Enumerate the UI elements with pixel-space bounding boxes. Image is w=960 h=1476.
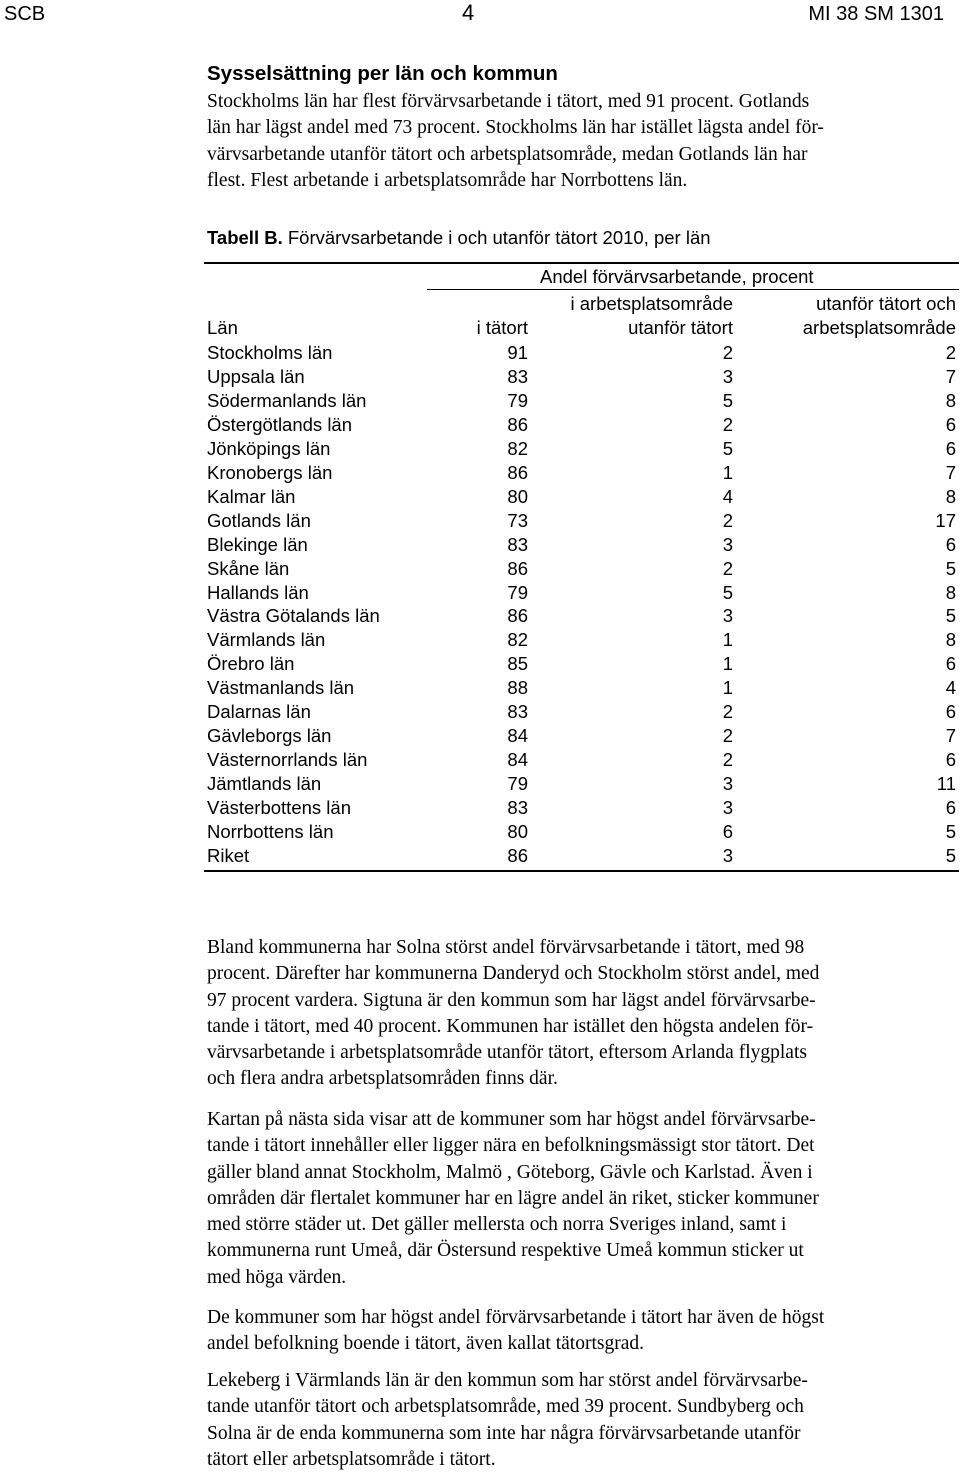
value-utanfor: 6 <box>945 413 956 435</box>
table-row <box>204 437 959 461</box>
table-group-rule <box>427 289 959 290</box>
value-in-tatort: 83 <box>507 797 528 819</box>
county-name: Kalmar län <box>207 485 296 507</box>
paragraph-line: tätort eller arbetsplatsområde i tätort. <box>207 1448 496 1470</box>
value-arbetsplatsomrade: 2 <box>722 509 733 531</box>
table-row <box>204 772 959 796</box>
value-utanfor: 2 <box>945 342 956 363</box>
paragraph-line: tande i tätort, med 40 procent. Kommunen har istället den högsta andelen för- <box>207 1015 814 1037</box>
value-utanfor: 6 <box>945 749 956 771</box>
paragraph-line: med höga värden. <box>207 1266 347 1288</box>
value-arbetsplatsomrade: 3 <box>722 365 733 387</box>
value-utanfor: 6 <box>945 533 956 555</box>
county-name: Norrbottens län <box>207 821 334 842</box>
value-arbetsplatsomrade: 2 <box>722 413 733 435</box>
intro-paragraph <box>207 89 947 194</box>
body-paragraph-kartan <box>207 1107 947 1291</box>
paragraph-line: Kartan på nästa sida visar att de kommuner som har högst andel förvärvsarbe- <box>207 1109 816 1130</box>
value-utanfor: 7 <box>945 365 956 387</box>
value-arbetsplatsomrade: 3 <box>722 844 733 866</box>
table-row <box>204 820 959 844</box>
value-arbetsplatsomrade: 2 <box>722 725 733 747</box>
value-utanfor: 5 <box>945 605 956 627</box>
paragraph-line: Solna är de enda kommunerna som inte har några förvärvsarbetande utanför <box>207 1422 801 1444</box>
paragraph-line: flest. Flest arbetande i arbetsplatsområde har Norrbottens län. <box>207 169 688 191</box>
paragraph-line: Lekeberg i Värmlands län är den kommun som har störst andel förvärvsarbe- <box>207 1370 808 1391</box>
paragraph-line: med större städer ut. Det gäller mellersta och norra Sveriges inland, samt i <box>207 1214 787 1236</box>
table-bottom-rule <box>204 870 959 872</box>
county-name: Örebro län <box>207 653 295 675</box>
page-number: 4 <box>462 0 475 25</box>
table-row <box>204 485 959 509</box>
value-in-tatort: 84 <box>507 725 528 747</box>
value-utanfor: 8 <box>945 581 956 603</box>
column-header-line: utanför tätort <box>628 317 733 338</box>
value-utanfor: 8 <box>945 485 956 507</box>
county-name: Blekinge län <box>207 533 308 555</box>
paragraph-line: värvsarbetande utanför tätort och arbetsplatsområde, medan Gotlands län har <box>207 143 808 165</box>
document-id: MI 38 SM 1301 <box>808 3 944 25</box>
paragraph-line: procent. Därefter har kommunerna Danderyd och Stockholm störst andel, med <box>207 963 820 985</box>
value-in-tatort: 86 <box>507 844 528 866</box>
county-table <box>204 262 959 874</box>
column-header-line: utanför tätort och <box>816 293 956 314</box>
county-name: Riket <box>207 844 250 866</box>
value-in-tatort: 83 <box>507 701 528 723</box>
organization-label: SCB <box>4 3 46 25</box>
column-header-line: arbetsplatsområde <box>802 317 956 338</box>
table-caption-text: Förvärvsarbetande i och utanför tätort 2010, per län <box>287 227 711 248</box>
page-header <box>0 0 960 30</box>
body-paragraph-tatortsgrad <box>207 1305 947 1358</box>
county-name: Jönköpings län <box>207 437 331 459</box>
table-row <box>204 844 959 868</box>
paragraph-line: De kommuner som har högst andel förvärvsarbetande i tätort har även de högst <box>207 1307 825 1328</box>
table-row <box>204 628 959 652</box>
section-title: Sysselsättning per län och kommun <box>207 62 558 85</box>
table-row <box>204 700 959 724</box>
value-in-tatort: 83 <box>507 533 528 555</box>
value-arbetsplatsomrade: 3 <box>722 533 733 555</box>
table-top-rule <box>204 262 959 264</box>
value-in-tatort: 86 <box>507 461 528 483</box>
value-in-tatort: 86 <box>507 413 528 435</box>
value-utanfor: 5 <box>945 557 956 579</box>
value-in-tatort: 79 <box>507 389 528 411</box>
county-name: Västmanlands län <box>207 677 355 699</box>
value-arbetsplatsomrade: 2 <box>722 342 733 363</box>
paragraph-line: Stockholms län har flest förvärvsarbetande i tätort, med 91 procent. Gotlands <box>207 91 810 112</box>
paragraph-line: gäller bland annat Stockholm, Malmö , Göteborg, Gävle och Karlstad. Även i <box>207 1161 813 1183</box>
table-row <box>204 581 959 605</box>
column-header-utanfor <box>803 292 956 340</box>
value-utanfor: 6 <box>945 797 956 819</box>
county-name: Gotlands län <box>207 509 311 531</box>
value-in-tatort: 84 <box>507 749 528 771</box>
county-name: Uppsala län <box>207 365 305 387</box>
value-utanfor: 11 <box>936 773 956 795</box>
county-name: Stockholms län <box>207 342 333 363</box>
value-utanfor: 6 <box>945 437 956 459</box>
value-arbetsplatsomrade: 2 <box>722 749 733 771</box>
table-row <box>204 676 959 700</box>
value-in-tatort: 82 <box>507 629 528 651</box>
table-row <box>204 389 959 413</box>
value-arbetsplatsomrade: 2 <box>722 701 733 723</box>
table-row <box>204 796 959 820</box>
county-name: Södermanlands län <box>207 389 367 411</box>
table-caption-label: Tabell B. <box>207 227 283 248</box>
paragraph-line: kommunerna runt Umeå, där Östersund respektive Umeå kommun sticker ut <box>207 1240 804 1262</box>
county-name: Västernorrlands län <box>207 749 368 771</box>
value-utanfor: 6 <box>945 701 956 723</box>
value-utanfor: 17 <box>935 509 956 531</box>
paragraph-line: län har lägst andel med 73 procent. Stockholms län har istället lägsta andel för- <box>207 117 824 139</box>
value-in-tatort: 83 <box>507 365 528 387</box>
table-row <box>204 748 959 772</box>
value-in-tatort: 80 <box>507 821 528 842</box>
value-arbetsplatsomrade: 2 <box>722 557 733 579</box>
paragraph-line: områden där flertalet kommuner har en lägre andel än riket, sticker kommuner <box>207 1187 819 1209</box>
column-header-arbetsplatsomrade <box>571 292 733 340</box>
column-header-lan: Län <box>207 317 238 338</box>
value-utanfor: 5 <box>945 844 956 866</box>
value-utanfor: 6 <box>945 653 956 675</box>
table-row <box>204 533 959 557</box>
county-name: Gävleborgs län <box>207 725 332 747</box>
value-in-tatort: 88 <box>507 677 528 699</box>
value-arbetsplatsomrade: 5 <box>722 389 733 411</box>
county-name: Västra Götalands län <box>207 605 380 627</box>
value-utanfor: 8 <box>945 389 956 411</box>
county-name: Hallands län <box>207 581 309 603</box>
paragraph-line: tande i tätort innehåller eller ligger nära en befolkningsmässigt stor tätort. Det <box>207 1135 815 1157</box>
value-utanfor: 4 <box>945 677 956 699</box>
value-arbetsplatsomrade: 4 <box>722 485 733 507</box>
value-in-tatort: 86 <box>507 557 528 579</box>
value-in-tatort: 85 <box>507 653 528 675</box>
county-name: Jämtlands län <box>207 773 322 795</box>
value-in-tatort: 79 <box>507 581 528 603</box>
paragraph-line: tande utanför tätort och arbetsplatsområde, med 39 procent. Sundbyberg och <box>207 1396 804 1418</box>
table-group-header: Andel förvärvsarbetande, procent <box>540 266 814 287</box>
value-utanfor: 8 <box>945 629 956 651</box>
value-utanfor: 7 <box>945 725 956 747</box>
value-arbetsplatsomrade: 3 <box>722 773 733 795</box>
value-utanfor: 5 <box>945 821 956 842</box>
table-row <box>204 413 959 437</box>
county-name: Västerbottens län <box>207 797 351 819</box>
county-name: Östergötlands län <box>207 413 353 435</box>
value-arbetsplatsomrade: 1 <box>722 629 733 651</box>
table-row <box>204 557 959 581</box>
table-row <box>204 604 959 628</box>
table-row <box>204 509 959 533</box>
table-row <box>204 341 959 365</box>
county-name: Kronobergs län <box>207 461 333 483</box>
value-in-tatort: 73 <box>507 509 528 531</box>
paragraph-line: och flera andra arbetsplatsområden finns där. <box>207 1068 558 1090</box>
value-utanfor: 7 <box>945 461 956 483</box>
county-name: Värmlands län <box>207 629 326 651</box>
paragraph-line: andel befolkning boende i tätort, även kallat tätortsgrad. <box>207 1333 644 1355</box>
value-arbetsplatsomrade: 5 <box>722 581 733 603</box>
paragraph-line: Bland kommunerna har Solna störst andel förvärvsarbetande i tätort, med 98 <box>207 937 805 958</box>
body-paragraph-kommuner <box>207 935 947 1093</box>
value-in-tatort: 80 <box>507 485 528 507</box>
paragraph-line: värvsarbetande i arbetsplatsområde utanför tätort, eftersom Arlanda flygplats <box>207 1042 807 1064</box>
column-header-in-tatort: i tätort <box>476 317 528 338</box>
county-name: Skåne län <box>207 557 290 579</box>
value-arbetsplatsomrade: 3 <box>722 797 733 819</box>
table-row <box>204 724 959 748</box>
column-header-line: i arbetsplatsområde <box>570 293 733 314</box>
value-arbetsplatsomrade: 1 <box>722 461 733 483</box>
table-row <box>204 652 959 676</box>
value-arbetsplatsomrade: 5 <box>722 437 733 459</box>
value-in-tatort: 91 <box>507 342 528 363</box>
value-arbetsplatsomrade: 3 <box>722 605 733 627</box>
table-row <box>204 461 959 485</box>
body-paragraph-lekeberg <box>207 1368 947 1473</box>
value-in-tatort: 86 <box>507 605 528 627</box>
county-name: Dalarnas län <box>207 701 311 723</box>
value-in-tatort: 82 <box>507 437 528 459</box>
value-arbetsplatsomrade: 1 <box>722 653 733 675</box>
value-arbetsplatsomrade: 1 <box>722 677 733 699</box>
table-row <box>204 365 959 389</box>
value-arbetsplatsomrade: 6 <box>722 821 733 842</box>
paragraph-line: 97 procent vardera. Sigtuna är den kommun som har lägst andel förvärvsarbe- <box>207 989 816 1011</box>
table-caption <box>207 227 711 249</box>
value-in-tatort: 79 <box>507 773 528 795</box>
